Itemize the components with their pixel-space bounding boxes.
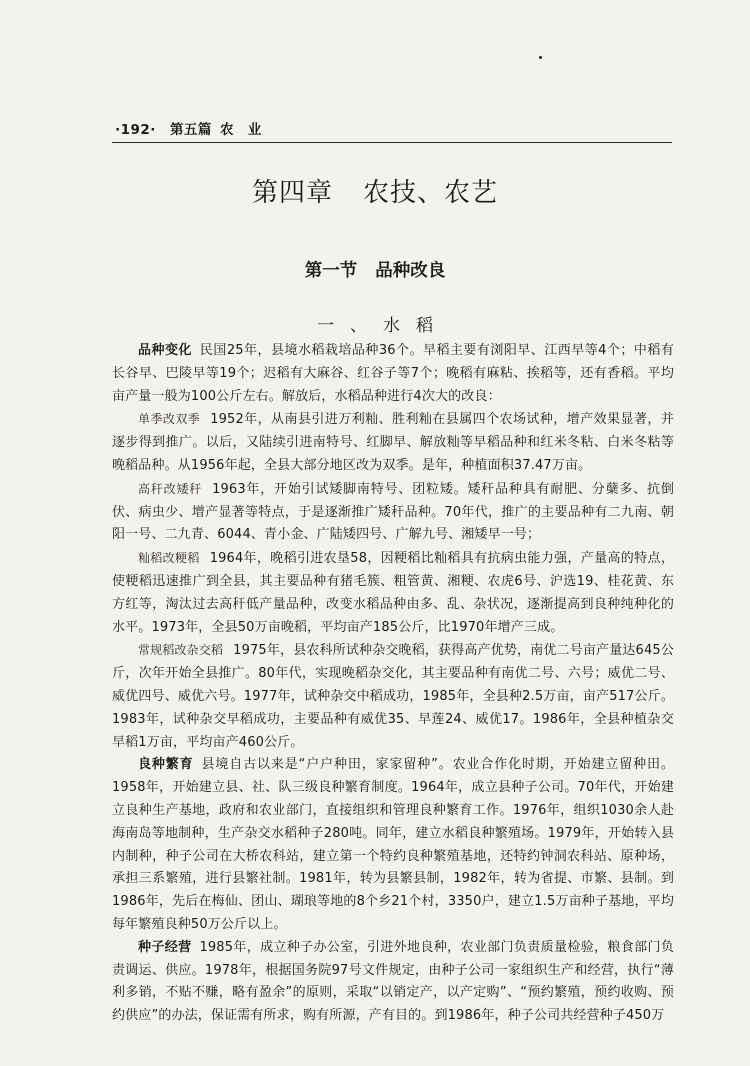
paragraph-text: 1964年，晚稻引进农垦58，因粳稻比籼稻具有抗病虫能力强，产量高的特点，使粳稻迅速推广到全县，其主要品种有猪毛簇、粗管黄、湘粳、农虎6号、沪选19、桂花黄、东方红等，淘汰过去高秆低产量品种，改变水稻品种由多、乱、杂状况，逐渐提高到良种纯种化的水平。1973年，全县50万亩晚稻，平均亩产185公斤，比1970年增产三成。 [112,551,674,635]
body-text [112,340,674,1028]
scan-speck [539,56,542,59]
paragraph [112,754,674,936]
section-name: 品种改良 [375,261,446,281]
part-title: 农 业 [219,122,262,138]
paragraph-lead: 种子经营 [138,939,192,955]
paragraph-text: 1963年，开始引试矮脚南特号、团粒矮。矮秆品种具有耐肥、分蘖多、抗倒伏、病虫少、增产显著等特点，于是逐渐推广矮秆品种。70年代，推广的主要品种有二九南、朝阳一号、二九青、6044、青小金、广陆矮四号、广解九号、湘矮早一号； [112,481,674,543]
paragraph [112,639,674,754]
paragraph [112,547,674,639]
paragraph-text: 1952年，从南县引进万利籼、胜利籼在县属四个农场试种，增产效果显著，并逐步得到推广。以后，又陆续引进南特号、红脚早、解放籼等早稻品种和红米冬粘、白米冬粘等晚稻品种。从1956年起，全县大部分地区改为双季。是年，种植面积37.47万亩。 [112,412,674,473]
paragraph [112,408,674,477]
section-number: 第一节 [304,261,358,281]
part-label: 第五篇 [169,122,212,138]
paragraph-lead: 品种变化 [138,343,192,358]
paragraph-text: 1985年，成立种子办公室，引进外地良种，农业部门负责质量检验，粮食部门负责调运、供应。1978年，根据国务院97号文件规定，由种子公司一家组织生产和经营，执行“薄利多销，不贴不赚，略有盈余”的原则，采取“以销定产，以产定购”、“预约繁殖，预约收购、预约供应”的办法，保证需有所求，购有所源，产有目的。到1986年，种子公司共经营种子450万 [112,939,674,1024]
chapter-name: 农技、农艺 [363,178,499,208]
paragraph [112,340,674,408]
running-header [115,118,262,138]
paragraph-lead: 单季改双季 [138,412,201,427]
paragraph-text: 1975年，县农科所试种杂交晚稻，获得高产优势，南优二号亩产量达645公斤，次年开始全县推广。80年代，实现晚稻杂交化，其主要品种有南优二号、六号；威优二号、威优四号、威优六号。1977年，试种杂交中稻成功，1985年，全县种2.5万亩，亩产517公斤。1983年，试种杂交早稻成功，主要品种有威优35、早莲24、威优17。1986年，全县种植杂交早稻1万亩，平均亩产460公斤。 [112,643,674,750]
paragraph-lead: 高秆改矮秆 [138,481,203,496]
subsection-title: 一、水稻 [317,316,449,336]
paragraph-text: 民国25年，县境水稻栽培品种36个。早稻主要有浏阳早、江西早等4个；中稻有长谷早、巴陵早等19个；迟稻有大麻谷、红谷子等7个；晚稻有麻粘、挨稻等，还有香稻。平均亩产量一般为100公斤左右。解放后，水稻品种进行4次大的改良： [112,343,674,404]
paragraph-lead: 常规稻改杂交稻 [138,643,224,658]
page-number: ·192· [115,122,156,138]
header-divider [112,142,672,143]
chapter-number: 第四章 [251,178,333,208]
paragraph-lead: 良种繁育 [138,757,194,773]
paragraph [112,937,674,1028]
paragraph [112,478,674,547]
paragraph-text: 县境自古以来是“户户种田，家家留种”。农业合作化时期，开始建立留种田。1958年，开始建立县、社、队三级良种繁育制度。1964年，成立县种子公司。70年代，开始建立良种生产基地，政府和农业部门，直接组织和管理良种繁育工作。1976年，组织1030余人赴海南岛等地制种，生产杂交水稻种子280吨。同年，建立水稻良种繁殖场。1979年，开始转入县内制种，种子公司在大桥农科站，建立第一个特约良种繁殖基地，还特约钟洞农科站、原种场，承担三系繁殖，进行县繁社制。1981年，转为县繁县制，1982年，转为省提、市繁、县制。到1986年，先后在梅仙、团山、瑚琅等地的8个乡21个村，3350户，建立1.5万亩种子基地，平均每年繁殖良种50万公斤以上。 [112,757,674,932]
chapter-title [0,172,750,209]
paragraph-lead: 籼稻改粳稻 [138,551,200,566]
section-title [0,257,750,282]
